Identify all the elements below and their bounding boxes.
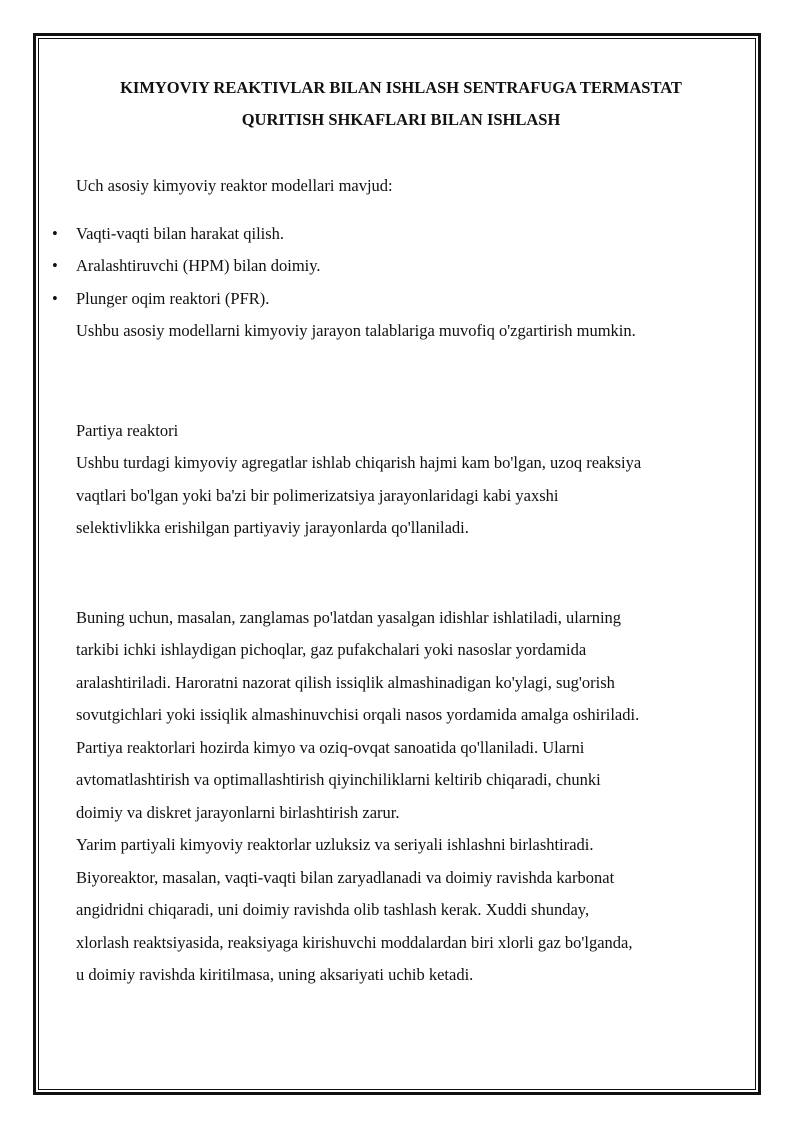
reactor-model-list: [52, 218, 726, 316]
text-line: xlorlash reaktsiyasida, reaksiyaga kirishuvchi moddalardan biri xlorli gaz bo'lganda,: [76, 932, 633, 952]
body-paragraph: [76, 602, 726, 992]
text-line: Ushbu turdagi kimyoviy agregatlar ishlab chiqarish hajmi kam bo'lgan, uzoq reaksiya: [76, 453, 642, 472]
text-line: vaqtlari bo'lgan yoki ba'zi bir polimerizatsiya jarayonlaridagi kabi yaxshi: [76, 485, 559, 505]
text-line: sovutgichlari yoki issiqlik almashinuvchisi orqali nasos yordamida amalga oshiriladi.: [76, 705, 640, 724]
spacer: [76, 348, 726, 415]
list-item: [52, 218, 726, 251]
text-line: u doimiy ravishda kiritilmasa, uning aksariyati uchib ketadi.: [76, 965, 474, 984]
text-line: Biyoreaktor, masalan, vaqti-vaqti bilan zaryadlanadi va doimiy ravishda karbonat: [76, 867, 615, 887]
bullet-icon: •: [52, 288, 58, 308]
text-line: Partiya reaktorlari hozirda kimyo va oziq-ovqat sanoatida qo'llaniladi. Ularni: [76, 737, 585, 757]
list-item-text: Plunger oqim reaktori (PFR).: [76, 288, 270, 308]
text-line: doimiy va diskret jarayonlarni birlashtirish zarur.: [76, 802, 400, 822]
section-heading: Partiya reaktori: [76, 420, 179, 440]
text-line: angidridni chiqaradi, uni doimiy ravishda olib tashlash kerak. Xuddi shunday,: [76, 900, 590, 919]
text-line: aralashtiriladi. Haroratni nazorat qilish issiqlik almashinadigan ko'ylagi, sug'orish: [76, 672, 615, 692]
section-paragraph: [76, 447, 726, 545]
text-line: tarkibi ichki ishlaydigan pichoqlar, gaz pufakchalari yoki nasoslar yordamida: [76, 640, 587, 659]
list-item-text: Aralashtiruvchi (HPM) bilan doimiy.: [76, 256, 321, 275]
after-list-paragraph: Ushbu asosiy modellarni kimyoviy jarayon talablariga muvofiq o'zgartirish mumkin.: [76, 321, 636, 340]
text-line: Buning uchun, masalan, zanglamas po'latdan yasalgan idishlar ishlatiladi, ularning: [76, 607, 622, 627]
bullet-icon: •: [52, 256, 58, 275]
title-line-1: KIMYOVIY REAKTIVLAR BILAN ISHLASH SENTRAFUGA TERMASTAT: [120, 78, 682, 97]
document-title: [76, 72, 726, 136]
text-line: avtomatlashtirish va optimallashtirish qiyinchiliklarni keltirib chiqaradi, chunki: [76, 770, 601, 789]
text-line: Yarim partiyali kimyoviy reaktorlar uzluksiz va seriyali ishlashni birlashtiradi.: [76, 835, 594, 854]
title-line-2: QURITISH SHKAFLARI BILAN ISHLASH: [241, 110, 561, 129]
spacer: [76, 545, 726, 602]
intro-paragraph: Uch asosiy kimyoviy reaktor modellari mavjud:: [76, 176, 393, 195]
document-body: [52, 72, 726, 992]
text-line: selektivlikka erishilgan partiyaviy jarayonlarda qo'llaniladi.: [76, 518, 469, 537]
list-item: [52, 283, 726, 316]
list-item-text: Vaqti-vaqti bilan harakat qilish.: [76, 223, 285, 243]
list-item: [52, 250, 726, 283]
bullet-icon: •: [52, 223, 58, 243]
